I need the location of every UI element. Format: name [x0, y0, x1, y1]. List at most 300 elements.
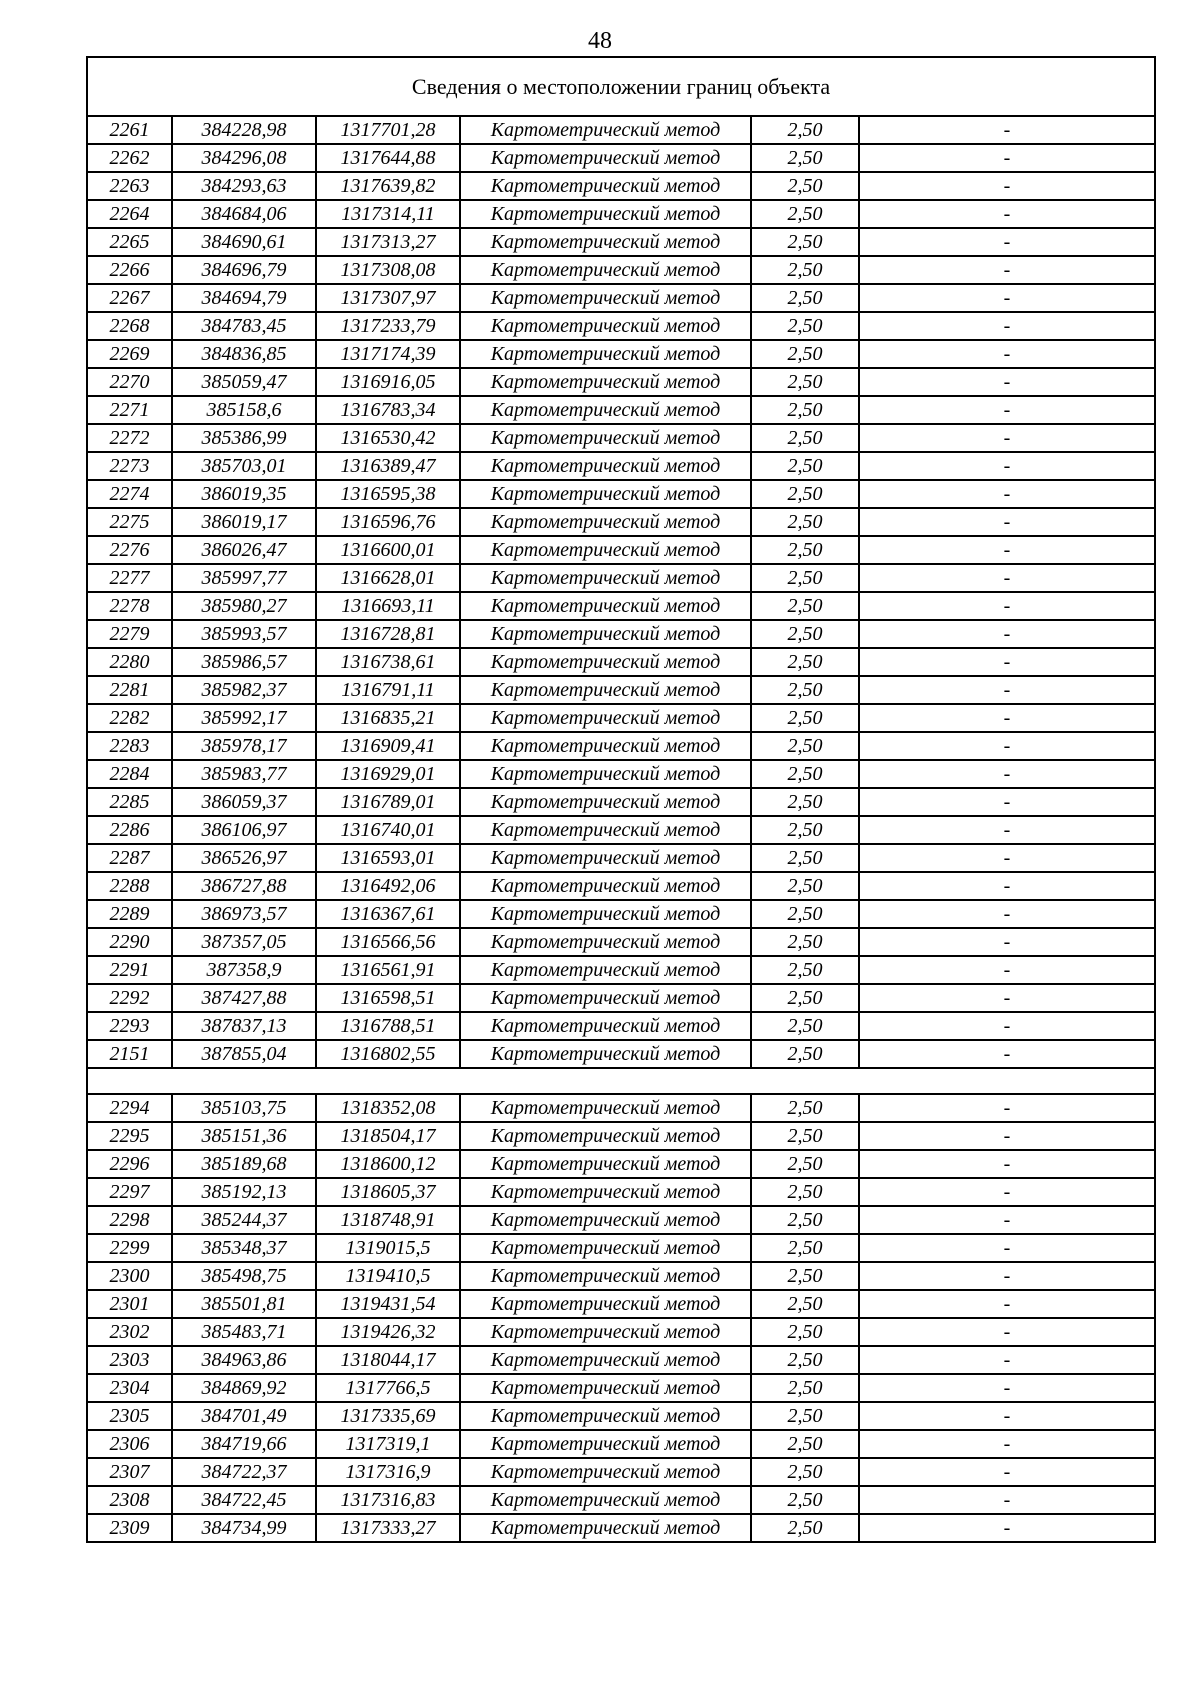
y-coordinate-cell: 1317308,08 [316, 256, 460, 284]
description-cell: - [859, 676, 1155, 704]
description-cell: - [859, 928, 1155, 956]
point-number-cell: 2276 [87, 536, 172, 564]
x-coordinate-cell: 384696,79 [172, 256, 316, 284]
x-coordinate-cell: 385151,36 [172, 1122, 316, 1150]
y-coordinate-cell: 1316916,05 [316, 368, 460, 396]
point-number-cell: 2304 [87, 1374, 172, 1402]
point-number-cell: 2277 [87, 564, 172, 592]
x-coordinate-cell: 384963,86 [172, 1346, 316, 1374]
y-coordinate-cell: 1316788,51 [316, 1012, 460, 1040]
x-coordinate-cell: 386526,97 [172, 844, 316, 872]
x-coordinate-cell: 384722,37 [172, 1458, 316, 1486]
x-coordinate-cell: 384719,66 [172, 1430, 316, 1458]
accuracy-cell: 2,50 [751, 200, 859, 228]
x-coordinate-cell: 385992,17 [172, 704, 316, 732]
point-number-cell: 2293 [87, 1012, 172, 1040]
method-cell: Картометрический метод [460, 480, 751, 508]
description-cell: - [859, 592, 1155, 620]
x-coordinate-cell: 384296,08 [172, 144, 316, 172]
accuracy-cell: 2,50 [751, 1318, 859, 1346]
y-coordinate-cell: 1319410,5 [316, 1262, 460, 1290]
description-cell: - [859, 1150, 1155, 1178]
page-number: 48 [588, 28, 612, 54]
table-row [87, 956, 1155, 984]
x-coordinate-cell: 387837,13 [172, 1012, 316, 1040]
accuracy-cell: 2,50 [751, 312, 859, 340]
x-coordinate-cell: 386106,97 [172, 816, 316, 844]
accuracy-cell: 2,50 [751, 1178, 859, 1206]
x-coordinate-cell: 387427,88 [172, 984, 316, 1012]
point-number-cell: 2272 [87, 424, 172, 452]
section-separator-cell [87, 1068, 1155, 1094]
description-cell: - [859, 844, 1155, 872]
point-number-cell: 2278 [87, 592, 172, 620]
accuracy-cell: 2,50 [751, 340, 859, 368]
x-coordinate-cell: 386059,37 [172, 788, 316, 816]
description-cell: - [859, 340, 1155, 368]
accuracy-cell: 2,50 [751, 1094, 859, 1122]
point-number-cell: 2292 [87, 984, 172, 1012]
point-number-cell: 2275 [87, 508, 172, 536]
y-coordinate-cell: 1318504,17 [316, 1122, 460, 1150]
point-number-cell: 2286 [87, 816, 172, 844]
table-title-row [87, 57, 1155, 116]
table-row [87, 1094, 1155, 1122]
description-cell: - [859, 1374, 1155, 1402]
accuracy-cell: 2,50 [751, 480, 859, 508]
y-coordinate-cell: 1317701,28 [316, 116, 460, 144]
table-row [87, 144, 1155, 172]
description-cell: - [859, 1402, 1155, 1430]
table-row [87, 648, 1155, 676]
description-cell: - [859, 1012, 1155, 1040]
description-cell: - [859, 1122, 1155, 1150]
description-cell: - [859, 564, 1155, 592]
y-coordinate-cell: 1316561,91 [316, 956, 460, 984]
x-coordinate-cell: 385986,57 [172, 648, 316, 676]
description-cell: - [859, 1262, 1155, 1290]
description-cell: - [859, 508, 1155, 536]
description-cell: - [859, 452, 1155, 480]
x-coordinate-cell: 385348,37 [172, 1234, 316, 1262]
point-number-cell: 2309 [87, 1514, 172, 1542]
point-number-cell: 2280 [87, 648, 172, 676]
x-coordinate-cell: 385189,68 [172, 1150, 316, 1178]
method-cell: Картометрический метод [460, 200, 751, 228]
table-row [87, 340, 1155, 368]
method-cell: Картометрический метод [460, 1318, 751, 1346]
table-row [87, 536, 1155, 564]
point-number-cell: 2151 [87, 1040, 172, 1068]
x-coordinate-cell: 385059,47 [172, 368, 316, 396]
table-row [87, 732, 1155, 760]
method-cell: Картометрический метод [460, 1458, 751, 1486]
table-row [87, 592, 1155, 620]
table-row [87, 1122, 1155, 1150]
table-row [87, 312, 1155, 340]
x-coordinate-cell: 385386,99 [172, 424, 316, 452]
point-number-cell: 2282 [87, 704, 172, 732]
method-cell: Картометрический метод [460, 256, 751, 284]
x-coordinate-cell: 384869,92 [172, 1374, 316, 1402]
description-cell: - [859, 704, 1155, 732]
accuracy-cell: 2,50 [751, 872, 859, 900]
table-row [87, 172, 1155, 200]
accuracy-cell: 2,50 [751, 424, 859, 452]
x-coordinate-cell: 385978,17 [172, 732, 316, 760]
method-cell: Картометрический метод [460, 452, 751, 480]
table-row [87, 1290, 1155, 1318]
y-coordinate-cell: 1317233,79 [316, 312, 460, 340]
method-cell: Картометрический метод [460, 312, 751, 340]
boundary-table [86, 56, 1156, 1543]
table-row [87, 816, 1155, 844]
x-coordinate-cell: 384722,45 [172, 1486, 316, 1514]
table-row [87, 760, 1155, 788]
method-cell: Картометрический метод [460, 900, 751, 928]
y-coordinate-cell: 1316367,61 [316, 900, 460, 928]
method-cell: Картометрический метод [460, 1234, 751, 1262]
description-cell: - [859, 1486, 1155, 1514]
y-coordinate-cell: 1317333,27 [316, 1514, 460, 1542]
accuracy-cell: 2,50 [751, 452, 859, 480]
description-cell: - [859, 1178, 1155, 1206]
description-cell: - [859, 956, 1155, 984]
description-cell: - [859, 200, 1155, 228]
x-coordinate-cell: 384694,79 [172, 284, 316, 312]
table-row [87, 228, 1155, 256]
y-coordinate-cell: 1316791,11 [316, 676, 460, 704]
table-row [87, 676, 1155, 704]
x-coordinate-cell: 384836,85 [172, 340, 316, 368]
method-cell: Картометрический метод [460, 116, 751, 144]
y-coordinate-cell: 1316728,81 [316, 620, 460, 648]
accuracy-cell: 2,50 [751, 1262, 859, 1290]
description-cell: - [859, 144, 1155, 172]
table-row [87, 788, 1155, 816]
description-cell: - [859, 732, 1155, 760]
table-row [87, 1514, 1155, 1542]
point-number-cell: 2299 [87, 1234, 172, 1262]
point-number-cell: 2263 [87, 172, 172, 200]
method-cell: Картометрический метод [460, 1040, 751, 1068]
method-cell: Картометрический метод [460, 1206, 751, 1234]
table-row [87, 1012, 1155, 1040]
accuracy-cell: 2,50 [751, 928, 859, 956]
description-cell: - [859, 1234, 1155, 1262]
y-coordinate-cell: 1316593,01 [316, 844, 460, 872]
point-number-cell: 2273 [87, 452, 172, 480]
point-number-cell: 2285 [87, 788, 172, 816]
description-cell: - [859, 1514, 1155, 1542]
method-cell: Картометрический метод [460, 984, 751, 1012]
point-number-cell: 2296 [87, 1150, 172, 1178]
table-row [87, 928, 1155, 956]
point-number-cell: 2271 [87, 396, 172, 424]
y-coordinate-cell: 1316693,11 [316, 592, 460, 620]
accuracy-cell: 2,50 [751, 1346, 859, 1374]
method-cell: Картометрический метод [460, 1094, 751, 1122]
method-cell: Картометрический метод [460, 368, 751, 396]
table-row [87, 1262, 1155, 1290]
x-coordinate-cell: 386973,57 [172, 900, 316, 928]
method-cell: Картометрический метод [460, 1178, 751, 1206]
point-number-cell: 2303 [87, 1346, 172, 1374]
x-coordinate-cell: 387358,9 [172, 956, 316, 984]
boundary-table-body [87, 57, 1155, 1542]
method-cell: Картометрический метод [460, 1514, 751, 1542]
table-row [87, 508, 1155, 536]
description-cell: - [859, 1430, 1155, 1458]
method-cell: Картометрический метод [460, 172, 751, 200]
accuracy-cell: 2,50 [751, 788, 859, 816]
y-coordinate-cell: 1316909,41 [316, 732, 460, 760]
point-number-cell: 2288 [87, 872, 172, 900]
y-coordinate-cell: 1316598,51 [316, 984, 460, 1012]
method-cell: Картометрический метод [460, 564, 751, 592]
description-cell: - [859, 228, 1155, 256]
method-cell: Картометрический метод [460, 1262, 751, 1290]
accuracy-cell: 2,50 [751, 1012, 859, 1040]
description-cell: - [859, 816, 1155, 844]
x-coordinate-cell: 385983,77 [172, 760, 316, 788]
y-coordinate-cell: 1316740,01 [316, 816, 460, 844]
accuracy-cell: 2,50 [751, 984, 859, 1012]
description-cell: - [859, 284, 1155, 312]
point-number-cell: 2266 [87, 256, 172, 284]
y-coordinate-cell: 1316600,01 [316, 536, 460, 564]
y-coordinate-cell: 1317319,1 [316, 1430, 460, 1458]
table-row [87, 200, 1155, 228]
point-number-cell: 2270 [87, 368, 172, 396]
y-coordinate-cell: 1316783,34 [316, 396, 460, 424]
x-coordinate-cell: 387855,04 [172, 1040, 316, 1068]
accuracy-cell: 2,50 [751, 508, 859, 536]
table-row [87, 704, 1155, 732]
point-number-cell: 2269 [87, 340, 172, 368]
method-cell: Картометрический метод [460, 340, 751, 368]
x-coordinate-cell: 385483,71 [172, 1318, 316, 1346]
accuracy-cell: 2,50 [751, 1514, 859, 1542]
x-coordinate-cell: 387357,05 [172, 928, 316, 956]
accuracy-cell: 2,50 [751, 116, 859, 144]
method-cell: Картометрический метод [460, 1346, 751, 1374]
table-row [87, 872, 1155, 900]
accuracy-cell: 2,50 [751, 256, 859, 284]
accuracy-cell: 2,50 [751, 956, 859, 984]
description-cell: - [859, 256, 1155, 284]
description-cell: - [859, 1040, 1155, 1068]
x-coordinate-cell: 384734,99 [172, 1514, 316, 1542]
method-cell: Картометрический метод [460, 788, 751, 816]
table-row [87, 480, 1155, 508]
method-cell: Картометрический метод [460, 844, 751, 872]
table-row [87, 620, 1155, 648]
x-coordinate-cell: 386026,47 [172, 536, 316, 564]
method-cell: Картометрический метод [460, 872, 751, 900]
description-cell: - [859, 536, 1155, 564]
accuracy-cell: 2,50 [751, 1234, 859, 1262]
point-number-cell: 2306 [87, 1430, 172, 1458]
y-coordinate-cell: 1317307,97 [316, 284, 460, 312]
method-cell: Картометрический метод [460, 1430, 751, 1458]
accuracy-cell: 2,50 [751, 1040, 859, 1068]
point-number-cell: 2294 [87, 1094, 172, 1122]
x-coordinate-cell: 386019,17 [172, 508, 316, 536]
method-cell: Картометрический метод [460, 508, 751, 536]
y-coordinate-cell: 1318352,08 [316, 1094, 460, 1122]
x-coordinate-cell: 385993,57 [172, 620, 316, 648]
y-coordinate-cell: 1318044,17 [316, 1346, 460, 1374]
y-coordinate-cell: 1316530,42 [316, 424, 460, 452]
accuracy-cell: 2,50 [751, 760, 859, 788]
accuracy-cell: 2,50 [751, 1486, 859, 1514]
y-coordinate-cell: 1316628,01 [316, 564, 460, 592]
point-number-cell: 2281 [87, 676, 172, 704]
table-row [87, 1346, 1155, 1374]
method-cell: Картометрический метод [460, 676, 751, 704]
x-coordinate-cell: 385244,37 [172, 1206, 316, 1234]
y-coordinate-cell: 1316835,21 [316, 704, 460, 732]
accuracy-cell: 2,50 [751, 368, 859, 396]
point-number-cell: 2265 [87, 228, 172, 256]
point-number-cell: 2289 [87, 900, 172, 928]
point-number-cell: 2301 [87, 1290, 172, 1318]
method-cell: Картометрический метод [460, 1150, 751, 1178]
point-number-cell: 2297 [87, 1178, 172, 1206]
x-coordinate-cell: 384228,98 [172, 116, 316, 144]
point-number-cell: 2287 [87, 844, 172, 872]
accuracy-cell: 2,50 [751, 844, 859, 872]
accuracy-cell: 2,50 [751, 536, 859, 564]
accuracy-cell: 2,50 [751, 1430, 859, 1458]
table-row [87, 256, 1155, 284]
point-number-cell: 2264 [87, 200, 172, 228]
description-cell: - [859, 1094, 1155, 1122]
accuracy-cell: 2,50 [751, 144, 859, 172]
x-coordinate-cell: 385980,27 [172, 592, 316, 620]
x-coordinate-cell: 385103,75 [172, 1094, 316, 1122]
y-coordinate-cell: 1317335,69 [316, 1402, 460, 1430]
accuracy-cell: 2,50 [751, 1402, 859, 1430]
accuracy-cell: 2,50 [751, 172, 859, 200]
x-coordinate-cell: 385997,77 [172, 564, 316, 592]
point-number-cell: 2261 [87, 116, 172, 144]
table-row [87, 284, 1155, 312]
method-cell: Картометрический метод [460, 284, 751, 312]
point-number-cell: 2290 [87, 928, 172, 956]
x-coordinate-cell: 385703,01 [172, 452, 316, 480]
y-coordinate-cell: 1317639,82 [316, 172, 460, 200]
x-coordinate-cell: 384783,45 [172, 312, 316, 340]
method-cell: Картометрический метод [460, 928, 751, 956]
y-coordinate-cell: 1317314,11 [316, 200, 460, 228]
table-row [87, 396, 1155, 424]
accuracy-cell: 2,50 [751, 284, 859, 312]
x-coordinate-cell: 385498,75 [172, 1262, 316, 1290]
y-coordinate-cell: 1317313,27 [316, 228, 460, 256]
x-coordinate-cell: 385982,37 [172, 676, 316, 704]
point-number-cell: 2298 [87, 1206, 172, 1234]
accuracy-cell: 2,50 [751, 1206, 859, 1234]
accuracy-cell: 2,50 [751, 1290, 859, 1318]
x-coordinate-cell: 386727,88 [172, 872, 316, 900]
point-number-cell: 2307 [87, 1458, 172, 1486]
method-cell: Картометрический метод [460, 228, 751, 256]
accuracy-cell: 2,50 [751, 900, 859, 928]
y-coordinate-cell: 1318605,37 [316, 1178, 460, 1206]
point-number-cell: 2284 [87, 760, 172, 788]
method-cell: Картометрический метод [460, 1374, 751, 1402]
x-coordinate-cell: 385501,81 [172, 1290, 316, 1318]
y-coordinate-cell: 1316929,01 [316, 760, 460, 788]
point-number-cell: 2267 [87, 284, 172, 312]
description-cell: - [859, 480, 1155, 508]
x-coordinate-cell: 385158,6 [172, 396, 316, 424]
point-number-cell: 2268 [87, 312, 172, 340]
point-number-cell: 2295 [87, 1122, 172, 1150]
description-cell: - [859, 116, 1155, 144]
y-coordinate-cell: 1317316,9 [316, 1458, 460, 1486]
table-row [87, 564, 1155, 592]
table-row [87, 1486, 1155, 1514]
method-cell: Картометрический метод [460, 424, 751, 452]
y-coordinate-cell: 1316595,38 [316, 480, 460, 508]
method-cell: Картометрический метод [460, 816, 751, 844]
table-row [87, 116, 1155, 144]
table-row [87, 1150, 1155, 1178]
table-row [87, 1402, 1155, 1430]
description-cell: - [859, 620, 1155, 648]
method-cell: Картометрический метод [460, 1402, 751, 1430]
table-row [87, 368, 1155, 396]
table-row [87, 1234, 1155, 1262]
table-row [87, 1374, 1155, 1402]
y-coordinate-cell: 1319431,54 [316, 1290, 460, 1318]
accuracy-cell: 2,50 [751, 1458, 859, 1486]
method-cell: Картометрический метод [460, 1290, 751, 1318]
description-cell: - [859, 872, 1155, 900]
method-cell: Картометрический метод [460, 1012, 751, 1040]
y-coordinate-cell: 1316566,56 [316, 928, 460, 956]
method-cell: Картометрический метод [460, 620, 751, 648]
y-coordinate-cell: 1316596,76 [316, 508, 460, 536]
point-number-cell: 2262 [87, 144, 172, 172]
description-cell: - [859, 1318, 1155, 1346]
table-row [87, 1206, 1155, 1234]
accuracy-cell: 2,50 [751, 816, 859, 844]
accuracy-cell: 2,50 [751, 732, 859, 760]
accuracy-cell: 2,50 [751, 648, 859, 676]
y-coordinate-cell: 1317316,83 [316, 1486, 460, 1514]
description-cell: - [859, 1346, 1155, 1374]
y-coordinate-cell: 1316738,61 [316, 648, 460, 676]
method-cell: Картометрический метод [460, 536, 751, 564]
y-coordinate-cell: 1319426,32 [316, 1318, 460, 1346]
description-cell: - [859, 172, 1155, 200]
accuracy-cell: 2,50 [751, 228, 859, 256]
point-number-cell: 2300 [87, 1262, 172, 1290]
method-cell: Картометрический метод [460, 956, 751, 984]
point-number-cell: 2308 [87, 1486, 172, 1514]
description-cell: - [859, 648, 1155, 676]
y-coordinate-cell: 1317766,5 [316, 1374, 460, 1402]
accuracy-cell: 2,50 [751, 1374, 859, 1402]
accuracy-cell: 2,50 [751, 564, 859, 592]
method-cell: Картометрический метод [460, 144, 751, 172]
section-separator-row [87, 1068, 1155, 1094]
description-cell: - [859, 788, 1155, 816]
